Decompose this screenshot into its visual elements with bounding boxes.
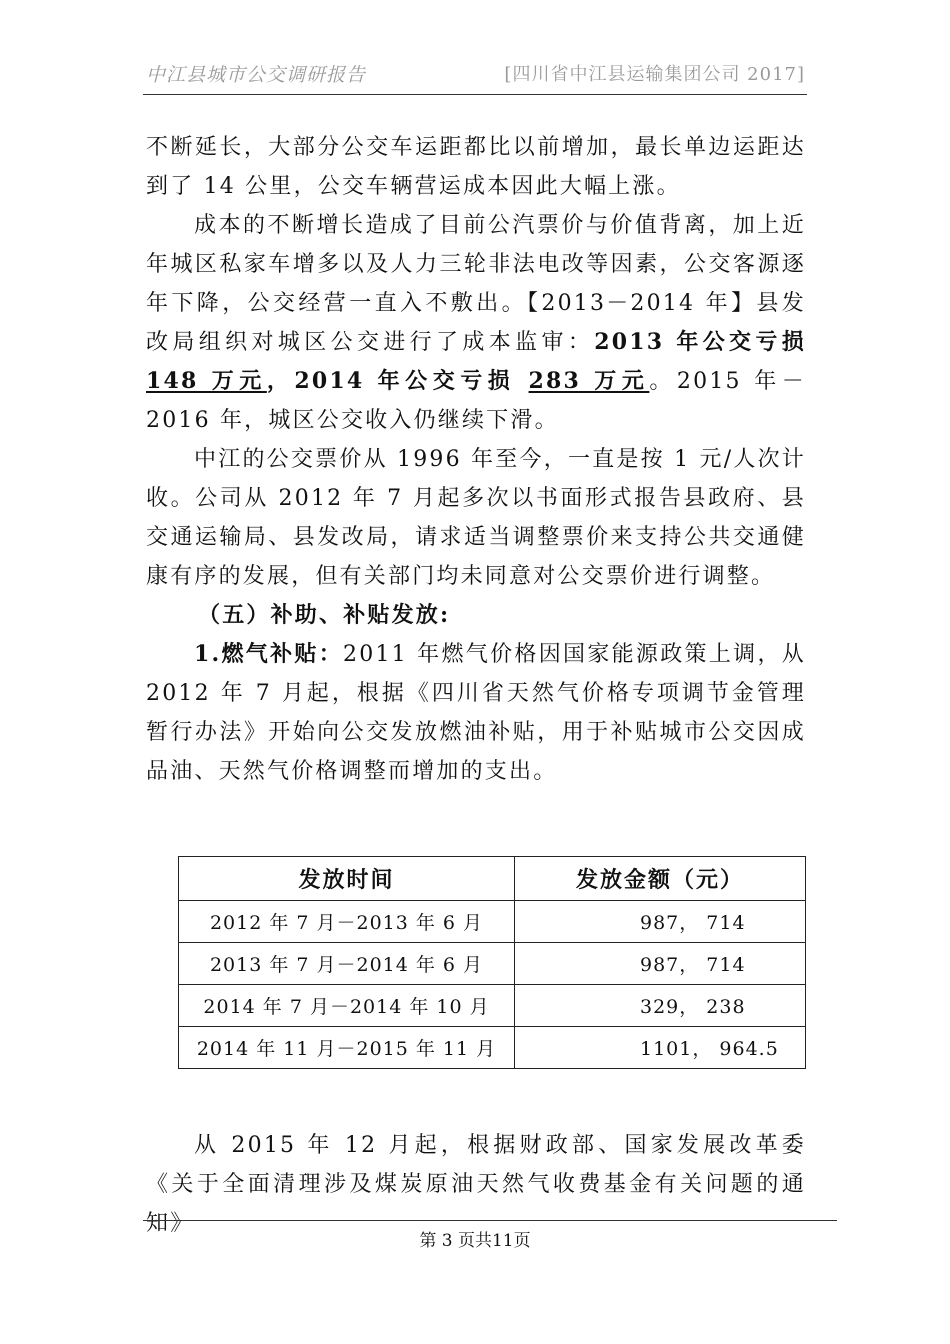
subsidy-table (178, 856, 806, 1069)
amount-cell: 987， 714 (515, 943, 806, 985)
header-organization: [四川省中江县运输集团公司 2017] (504, 64, 805, 85)
paragraph-3: 中江的公交票价从 1996 年至今，一直是按 1 元/人次计收。公司从 2012 年 7 月起多次以书面形式报告县政府、县交通运输局、县发改局，请求适当调整票价来支持公共交通健康有序的发展，但有关部门均未同意对公交票价进行调整。 (146, 447, 806, 589)
gas-subsidy-colon: ： (318, 641, 344, 667)
section-heading: （五）补助、补贴发放: (198, 602, 451, 628)
table-header-row (179, 857, 806, 901)
amount-cell: 1101， 964.5 (515, 1027, 806, 1069)
amount-cell: 329， 238 (515, 985, 806, 1027)
page-number: 第 3 页共11页 (419, 1231, 531, 1251)
period-cell: 2014 年 7 月－2014 年 10 月 (179, 985, 515, 1027)
header-title: 中江县城市公交调研报告 (146, 64, 367, 86)
gas-subsidy-label: 1.燃气补贴 (194, 641, 319, 667)
amount-cell: 987， 714 (515, 901, 806, 943)
table-row (179, 1027, 806, 1069)
loss-2013-amount: 148 万元 (146, 368, 267, 394)
paragraph-2 (146, 206, 806, 440)
gas-subsidy-text: 2011 年燃气价格因国家能源政策上调，从 2012 年 7 月起，根据《四川省天然气价格专项调节金管理暂行办法》开始向公交发放燃油补贴，用于补贴城市公交因成品油、天然气价格调整而增加的支出。 (146, 642, 807, 784)
paragraph-1: 不断延长，大部分公交车运距都比以前增加，最长单边运距达到了 14 公里，公交车辆营运成本因此大幅上涨。 (146, 135, 806, 199)
table-row (179, 901, 806, 943)
loss-2013-label: 2013 年公交亏损 (594, 329, 806, 355)
paragraph-5: 从 2015 年 12 月起，根据财政部、国家发展改革委《关于全面清理涉及煤炭原油天然气收费基金有关问题的通知》 (146, 1133, 806, 1236)
period-cell: 2014 年 11 月－2015 年 11 月 (179, 1027, 515, 1069)
loss-2014-amount: 283 万元 (528, 368, 650, 394)
period-cell: 2012 年 7 月－2013 年 6 月 (179, 901, 515, 943)
table-row (179, 985, 806, 1027)
loss-2014-label: ，2014 年公交亏损 (266, 368, 529, 394)
table-row (179, 943, 806, 985)
body-text (146, 128, 806, 791)
paragraph-2-tail: 。2015 年－2016 年，城区公交收入仍继续下滑。 (146, 369, 806, 433)
column-header-amount: 发放金额（元） (515, 857, 806, 901)
header-divider (143, 94, 807, 95)
paragraph-4 (146, 635, 806, 791)
period-cell: 2013 年 7 月－2014 年 6 月 (179, 943, 515, 985)
column-header-period: 发放时间 (179, 857, 515, 901)
footer-divider (143, 1220, 837, 1221)
paragraph-2-text: 成本的不断增长造成了目前公汽票价与价值背离，加上近年城区私家车增多以及人力三轮非法电改等因素，公交客源逐年下降，公交经营一直入不敷出。【2013－2014 年】县发改局组织对城区公交进行了成本监审： (146, 213, 806, 355)
